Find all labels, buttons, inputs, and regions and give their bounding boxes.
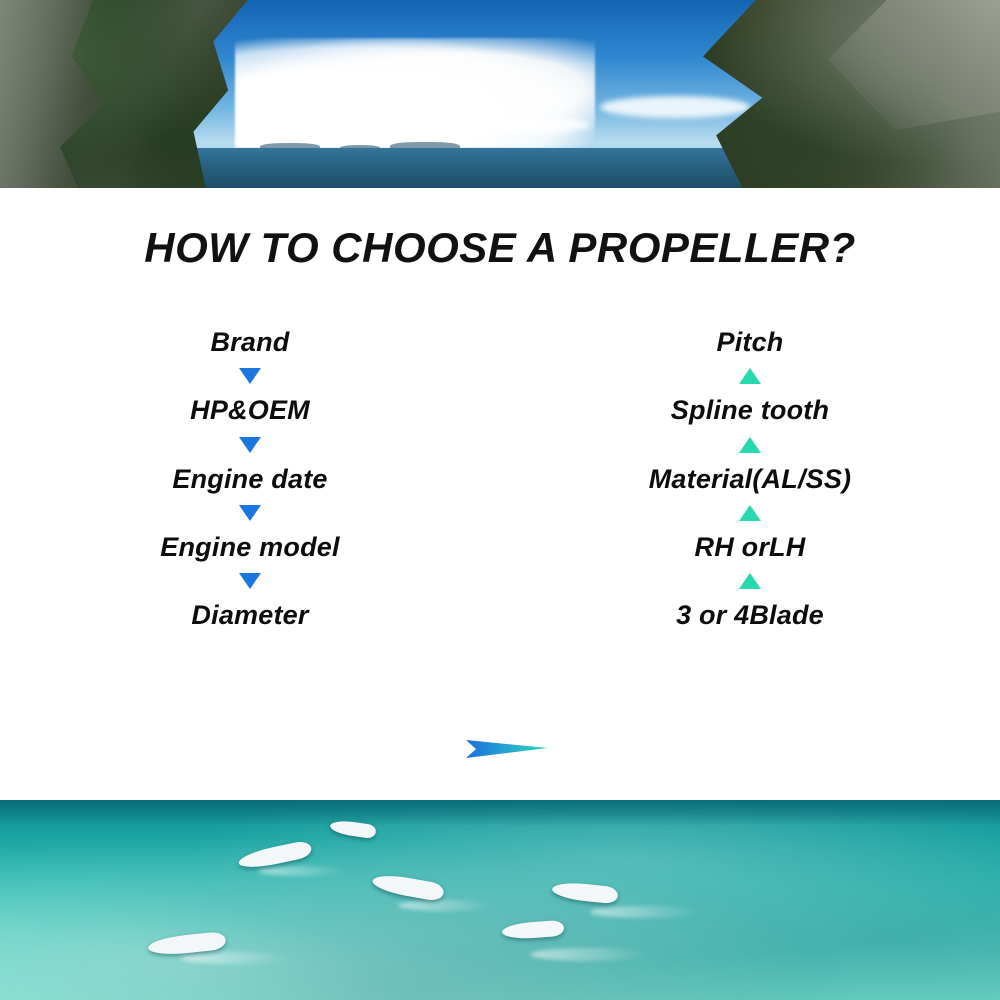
cloud-wisp <box>470 118 590 132</box>
boat-wake <box>590 906 700 918</box>
flow-step-diameter: Diameter <box>191 600 309 631</box>
flow-step-spline-tooth: Spline tooth <box>670 395 830 426</box>
arrow-up-icon <box>739 368 761 384</box>
boat-wake <box>530 948 650 961</box>
cloud-wisp <box>600 96 750 118</box>
deep-water-band <box>0 800 1000 826</box>
flow-step-blade-count: 3 or 4Blade <box>676 600 824 631</box>
arrow-up-icon <box>739 437 761 453</box>
flow-step-material: Material(AL/SS) <box>648 463 852 494</box>
arrow-right-icon <box>466 736 552 762</box>
arrow-up-icon <box>739 573 761 589</box>
flow-columns <box>0 328 1000 630</box>
flow-step-hp-oem: HP&OEM <box>190 395 310 426</box>
page-title: HOW TO CHOOSE A PROPELLER? <box>144 224 856 271</box>
flow-step-brand: Brand <box>210 327 290 357</box>
bottom-photo <box>0 800 1000 1000</box>
flow-step-engine-model: Engine model <box>160 532 340 563</box>
right-flow-column <box>500 328 1000 630</box>
flow-step-rotation: RH orLH <box>694 532 806 563</box>
arrow-down-icon <box>239 368 261 384</box>
top-photo <box>0 0 1000 188</box>
cloud-wisp <box>250 120 360 132</box>
arrow-down-icon <box>239 437 261 453</box>
boat-wake <box>258 866 348 876</box>
content-area <box>0 188 1000 800</box>
left-flow-column <box>0 328 500 630</box>
arrow-down-icon <box>239 505 261 521</box>
arrow-down-icon <box>239 573 261 589</box>
flow-step-pitch: Pitch <box>716 327 784 357</box>
boat-wake <box>180 952 290 964</box>
water-texture <box>0 800 1000 1000</box>
flow-step-engine-date: Engine date <box>172 463 328 494</box>
arrow-up-icon <box>739 505 761 521</box>
boat-wake <box>398 900 494 911</box>
